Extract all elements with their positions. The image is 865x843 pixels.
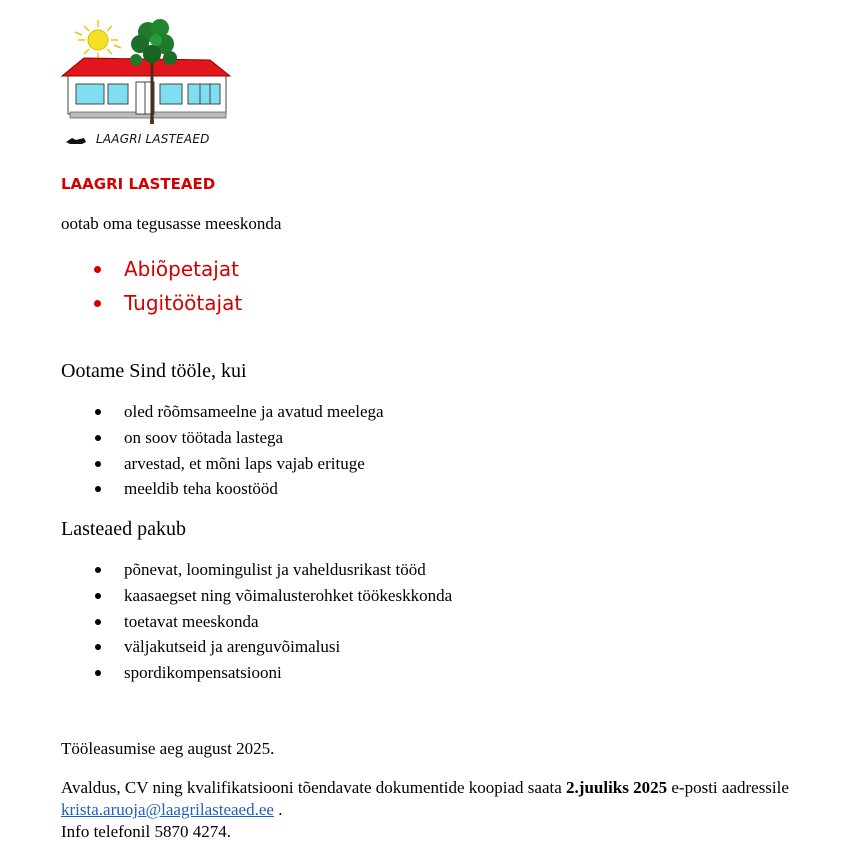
list-item: oled rõõmsameelne ja avatud meelega [92,401,384,427]
list-item: spordikompensatsiooni [92,662,452,688]
list-item: meeldib teha koostööd [92,478,384,504]
sun-icon [75,20,121,60]
position-item: Tugitöötajat [92,290,242,324]
list-item: arvestad, et mõni laps vajab erituge [92,453,384,479]
deadline: 2.juuliks 2025 [566,778,668,797]
requirements-title: Ootame Sind tööle, kui [61,360,247,382]
list-item: on soov töötada lastega [92,427,384,453]
logo-caption: LAAGRI LASTEAED [96,132,210,146]
list-item: põnevat, loomingulist ja vaheldusrikast tööd [92,559,452,585]
offers-list [92,559,452,688]
start-date-text: Tööleasumise aeg august 2025. [61,739,275,758]
position-item: Abiõpetajat [92,256,242,290]
application-pre: Avaldus, CV ning kvalifikatsiooni tõendavate dokumentide koopiad saata [61,778,562,797]
application-text [61,777,831,843]
org-name-heading: LAAGRI LASTEAED [61,175,216,193]
application-end: . [278,800,283,819]
house-icon [62,58,230,118]
positions-list [92,256,242,324]
list-item: väljakutseid ja arenguvõimalusi [92,636,452,662]
intro-text: ootab oma tegusasse meeskonda [61,214,282,233]
list-item: toetavat meeskonda [92,611,452,637]
list-item: kaasaegset ning võimalusterohket töökeskkonda [92,585,452,611]
phone-text: Info telefonil 5870 4274. [61,822,231,841]
dog-icon [66,138,86,144]
application-mid: e-posti aadressile [671,778,789,797]
requirements-list [92,401,384,504]
offers-title: Lasteaed pakub [61,518,186,540]
email-link[interactable]: krista.aruoja@laagrilasteaed.ee [61,800,274,819]
